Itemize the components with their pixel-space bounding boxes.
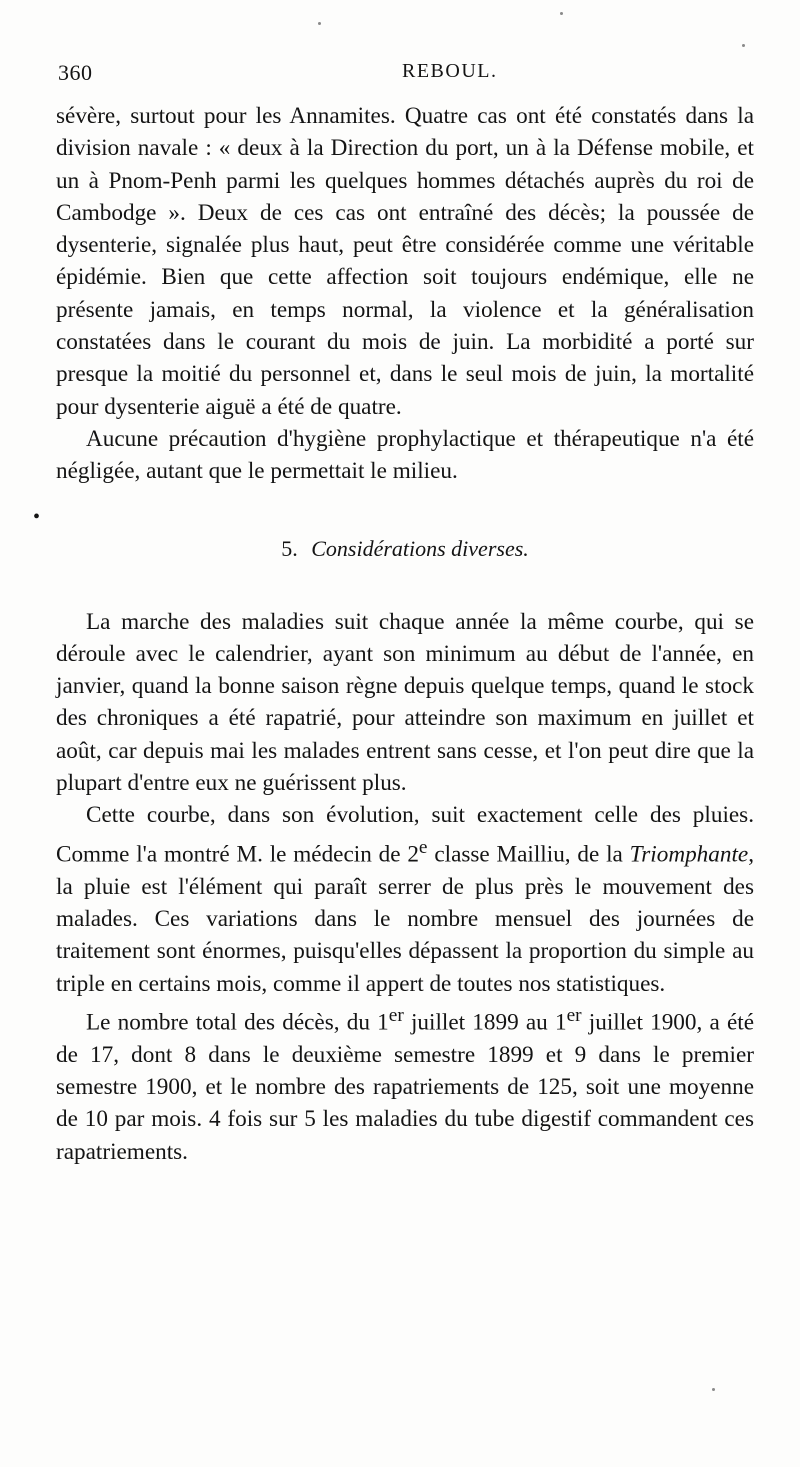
text-span: Le nombre total des décès, du 1 (86, 1009, 389, 1036)
superscript: er (566, 1004, 582, 1026)
text-span: , la pluie est l'élément qui paraît serrer de plus près le mouvement des malades. Ces variations dans le nombre mensuel des journées de traitement sont énormes, puisqu'elles dépassent la proportion du simple au triple en certains mois, comme il appert de toutes nos statistiques. (56, 841, 754, 997)
paragraph-death-statistics (56, 1000, 754, 1168)
marginal-mark: • (33, 506, 41, 528)
superscript: er (388, 1004, 404, 1026)
section-heading (56, 534, 754, 564)
paragraph-rainfall-correlation (56, 799, 754, 1000)
section-title: Considérations diverses. (311, 535, 529, 561)
running-title: REBOUL. (402, 60, 498, 82)
section-number: 5. (281, 535, 298, 561)
paragraph-dysentery-cases: sévère, surtout pour les Annamites. Quatre cas ont été constatés dans la division navale : « deux à la Direction du port, un à la Défense mobile, et un à Pnom-Penh parmi les quelques hommes détachés auprès du roi de Cambodge ». Deux de ces cas ont entraîné des décès; la poussée de dysenterie, signalée plus haut, peut être considérée comme une véritable épidémie. Bien que cette affection soit toujours endémique, elle ne présente jamais, en temps normal, la violence et la généralisation constatées dans le courant du mois de juin. La morbidité a porté sur presque la moitié du personnel et, dans le seul mois de juin, la mortalité pour dysenterie aiguë a été de quatre. (56, 103, 754, 420)
body-text (56, 100, 754, 1168)
paragraph-disease-curve: La marche des maladies suit chaque année la même courbe, qui se déroule avec le calendrier, ayant son minimum au début de l'année, en janvier, quand la bonne saison règne depuis quelque temps, quand le stock des chroniques a été rapatrié, pour atteindre son maximum en juillet et août, car depuis mai les malades entrent sans cesse, et l'on peut dire que la plupart d'entre eux ne guérissent plus. (56, 608, 754, 797)
superscript: e (418, 836, 428, 858)
text-span: juillet 1900, a été de 17, dont 8 dans le deuxième semestre 1899 et 9 dans le premier semestre 1900, et le nombre des rapatriements de 125, soit une moyenne de 10 par mois. 4 fois sur 5 les maladies du tube digestif commandent ces rapatriements. (56, 1009, 755, 1165)
page-number: 360 (58, 60, 93, 85)
paper-speck (318, 22, 321, 25)
paper-speck (712, 1388, 715, 1391)
paper-speck (560, 12, 563, 15)
ship-name: Triomphante (629, 841, 749, 868)
paper-speck (742, 44, 745, 47)
text-span: Cette courbe, dans son évolution, suit exactement celle des pluies. Comme l'a montré M. le médecin de 2 (56, 802, 754, 868)
paragraph-hygiene-precautions: Aucune précaution d'hygiène prophylactique et thérapeutique n'a été négligée, autant que le permettait le milieu. (56, 425, 754, 485)
page-header (58, 60, 758, 92)
text-span: classe Mailliu, de la (427, 841, 630, 868)
text-span: juillet 1899 au 1 (403, 1009, 567, 1036)
